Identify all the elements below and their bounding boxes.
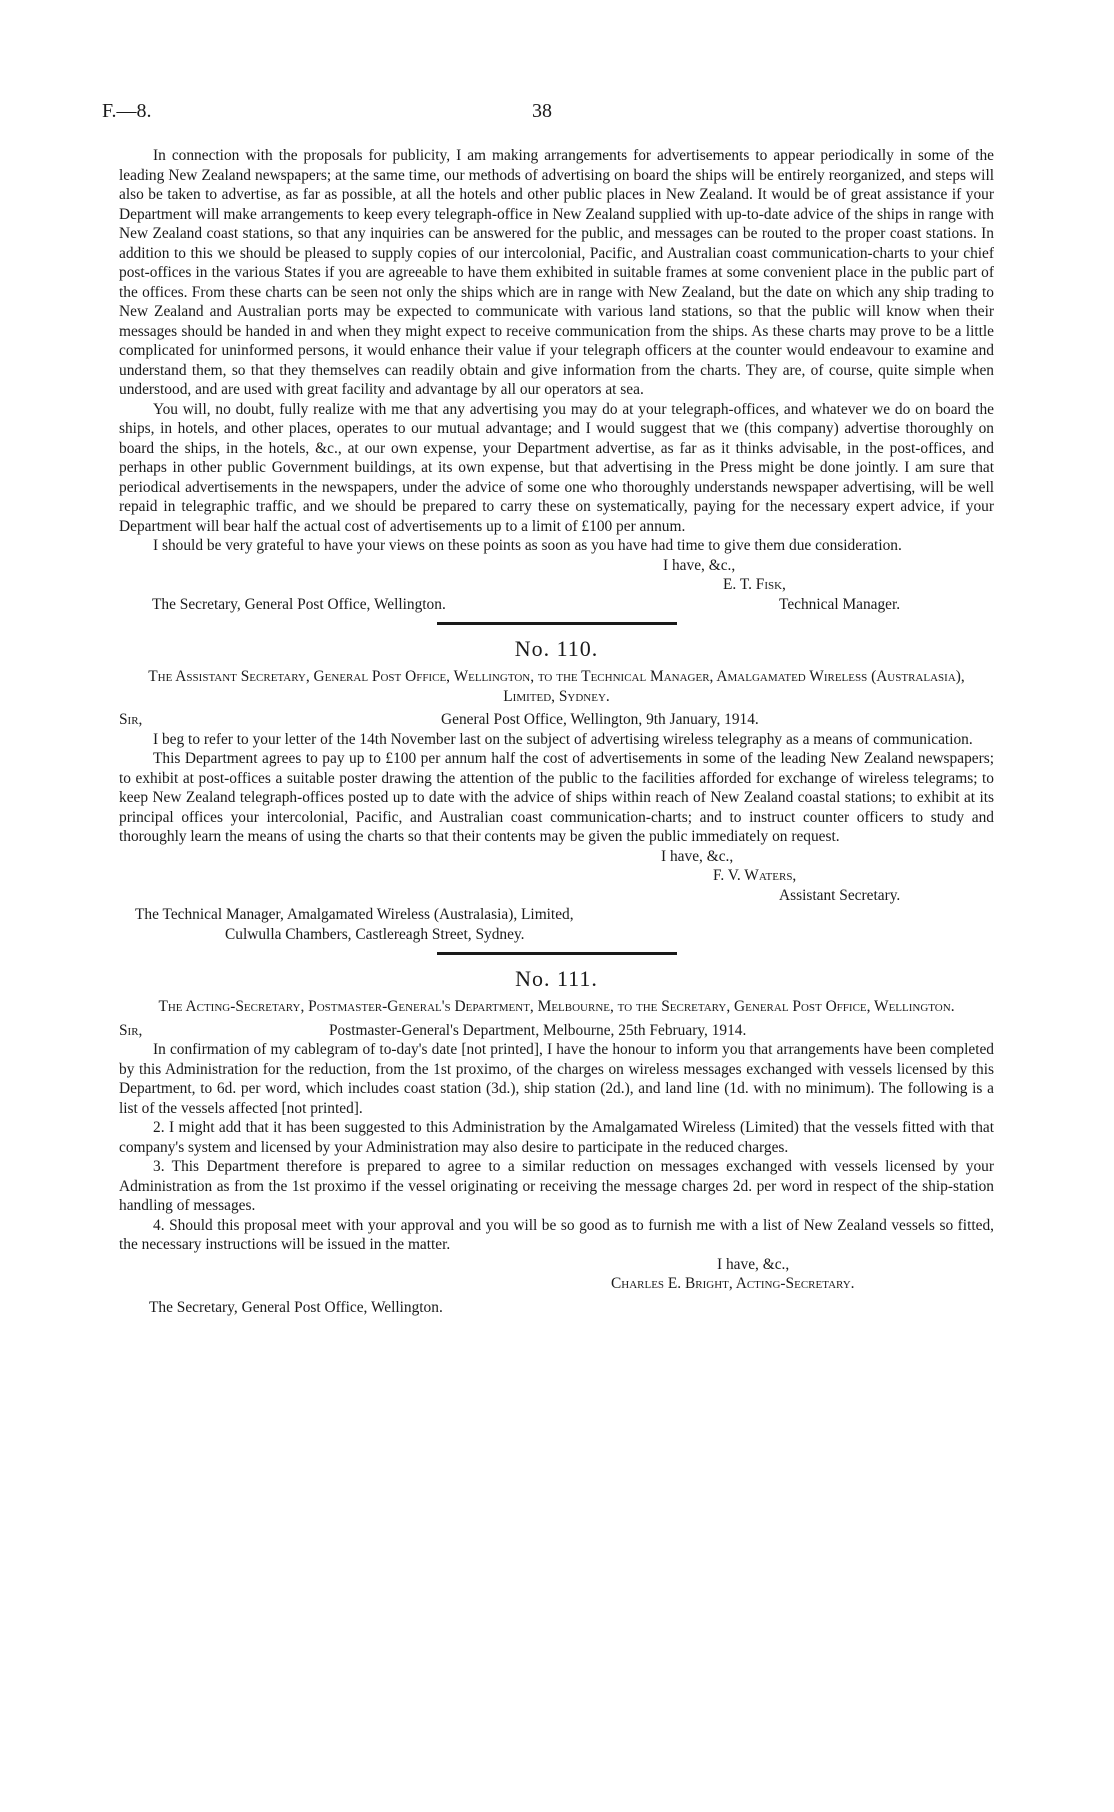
paragraph: I should be very grateful to have your views on these points as soon as you have had time to give them due consideration. — [153, 537, 902, 554]
page-header — [102, 100, 992, 124]
addressee-address: Culwulla Chambers, Castlereagh Street, Sydney. — [225, 925, 525, 943]
letter-111 — [119, 965, 994, 1317]
place-date: General Post Office, Wellington, 9th January, 1914. — [441, 711, 759, 728]
addressee: The Secretary, General Post Office, Wellington. — [149, 1298, 443, 1316]
signatory-title: Assistant Secretary. — [779, 886, 901, 904]
paragraph: 3. This Department therefore is prepared to agree to a similar reduction on messages exchanged with vessels licensed by your Administration as from the 1st proximo if the vessel originating or receiving the message charges 2d. per word in respect of the ship-station handling of messages. — [119, 1158, 994, 1214]
letter-heading: The Assistant Secretary, General Post Office, Wellington, to the Technical Manager, Amalgamated Wireless (Australasia), Limited, Sydney. — [148, 668, 965, 705]
letter-heading: The Acting-Secretary, Postmaster-General's Department, Melbourne, to the Secretary, General Post Office, Wellington. — [158, 998, 955, 1015]
document-body — [119, 146, 994, 1317]
addressee: The Secretary, General Post Office, Wellington. — [152, 595, 446, 613]
document-reference: F.—8. — [102, 100, 152, 122]
paragraph: In connection with the proposals for publicity, I am making arrangements for advertisements to appear periodically in some of the leading New Zealand newspapers; at the same time, our methods of advertising on board the ships will be entirely reorganized, and steps will also be taken to advertise, as far as possible, at all the hotels and other public places in New Zealand. It would be of great assistance if your Department will make arrangements to keep every telegraph-office in New Zealand supplied with up-to-date advice of the ships in range with New Zealand coast stations, so that any inquiries can be answered for the public, and messages can be routed to the proper coast stations. In addition to this we should be pleased to supply copies of our intercolonial, Pacific, and Australian coast communication-charts to your chief post-offices in the various States if you are agreeable to have them exhibited in suitable frames at some convenient place in the public part of the offices. From these charts can be seen not only the ships which are in range with New Zealand, but the date on which any ship trading to New Zealand and Australian ports may be expected to communicate with various land stations, so that the public will know when their messages should be handed in and when they might expect to receive communication from the ships. As these charts may prove to be a little complicated for uninformed persons, it would enhance their value if your telegraph officers at the counter would endeavour to examine and understand them, so that they themselves can readily obtain and give information from the charts. They are, of course, quite simple when understood, and are used with great facility and advantage by all our operators at sea. — [119, 147, 994, 398]
closing: I have, &c., — [717, 1255, 790, 1273]
paragraph: 2. I might add that it has been suggested to this Administration by the Amalgamated Wireless (Limited) that the vessels fitted with that company's system and licensed by your Administration may also desire to participate in the reduced charges. — [119, 1119, 994, 1156]
paragraph: In confirmation of my cablegram of to-day's date [not printed], I have the honour to inform you that arrangements have been completed by this Administration for the reduction, from the 1st proximo, of the charges on wireless messages exchanged with vessels licensed by this Department, to 6d. per word, which includes coast station (3d.), ship station (2d.), and land line (1d. with no minimum). The following is a list of the vessels affected [not printed]. — [119, 1041, 994, 1117]
signatory: E. T. Fisk, — [723, 576, 786, 593]
signatory-title: Technical Manager. — [779, 595, 901, 613]
place-date: Postmaster-General's Department, Melbourne, 25th February, 1914. — [329, 1021, 747, 1039]
paragraph: I beg to refer to your letter of the 14th November last on the subject of advertising wireless telegraphy as a means of communication. — [153, 730, 973, 748]
salutation: Sir, — [119, 711, 143, 728]
salutation: Sir, — [119, 1021, 143, 1039]
section-divider — [437, 952, 677, 955]
letter-109 — [119, 146, 994, 614]
closing: I have, &c., — [661, 847, 734, 865]
addressee: The Technical Manager, Amalgamated Wireless (Australasia), Limited, — [135, 906, 574, 923]
signature: Charles E. Bright, Acting-Secretary. — [611, 1275, 855, 1292]
page-number: 38 — [532, 100, 552, 122]
letter-110 — [119, 635, 994, 944]
paragraph: 4. Should this proposal meet with your approval and you will be so good as to furnish me with a list of New Zealand vessels so fitted, the necessary instructions will be issued in the matter. — [119, 1216, 994, 1253]
closing: I have, &c., — [663, 556, 736, 574]
paragraph: You will, no doubt, fully realize with me that any advertising you may do at your telegraph-offices, and whatever we do on board the ships, in hotels, and other places, operates to our mutual advantage; and I would suggest that we (this company) advertise thoroughly on board the ships, in the hotels, &c., at our own expense, your Department advertise, as far as it thinks advisable, in the post-offices, and perhaps in other public Government buildings, at its own expense, but that advertising in the Press might be done jointly. I am sure that periodical advertisements in the newspapers, under the advice of some one who thoroughly understands newspaper advertising, will be well repaid in telegraphic traffic, and we should be prepared to carry these on systematically, paying for the necessary expert advice, if your Department will bear half the actual cost of advertisements up to a limit of £100 per annum. — [119, 400, 994, 535]
signatory: F. V. Waters, — [713, 867, 797, 884]
section-divider — [437, 622, 677, 625]
letter-number: No. 111. — [515, 966, 598, 991]
letter-number: No. 110. — [514, 636, 599, 661]
paragraph: This Department agrees to pay up to £100 per annum half the cost of advertisements in some of the leading New Zealand newspapers; to exhibit at post-offices a suitable poster drawing the attention of the public to the facilities afforded for exchange of wireless telegrams; to keep New Zealand telegraph-offices posted up to date with the advice of ships within reach of New Zealand coastal stations; to exhibit at its principal offices your intercolonial, Pacific, and Australian coast communication-charts; and to instruct counter officers to study and thoroughly learn the means of using the charts so that their contents may be given the public immediately on request. — [119, 750, 994, 845]
